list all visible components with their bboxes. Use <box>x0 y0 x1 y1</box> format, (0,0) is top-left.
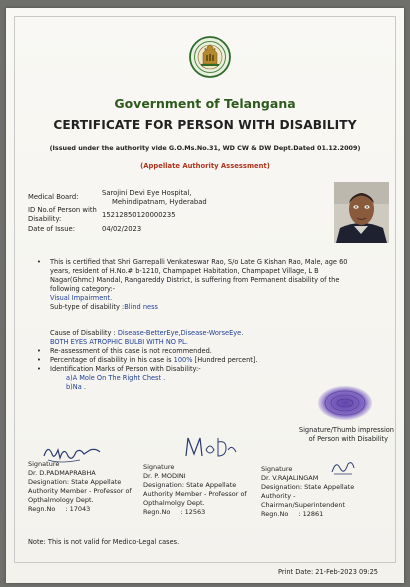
regn-value: : 17043 <box>65 504 91 513</box>
percentage-row <box>50 356 258 365</box>
signatory-designation-line3: Chairman/Superintendent <box>261 500 346 509</box>
id-label-line2: Disability: <box>28 215 62 223</box>
signatory-designation-line3: Opthalmology Dept. <box>28 495 94 504</box>
id-label-line1: ID No.of Person with <box>28 206 97 214</box>
signatory-designation-line1: Designation: State Appellate <box>28 477 122 486</box>
bullet-marker: • <box>37 258 41 266</box>
signatory-designation-line1: Designation: State Appellate <box>261 482 355 491</box>
signature-ink <box>180 432 240 464</box>
cause-value: Disease-BetterEye,Disease-WorseEye. <box>117 329 244 337</box>
signatory-name: Dr. D.PADMAPRABHA <box>28 468 96 477</box>
regn-value: : 12563 <box>180 507 206 516</box>
cause-detail: BOTH EYES ATROPHIC BULBI WITH NO PL. <box>50 338 188 346</box>
signatory-2-block <box>143 463 247 516</box>
signatory-regn <box>143 508 247 517</box>
signatory-designation-line2: Authority - <box>261 491 296 500</box>
signatory-designation-line1: Designation: State Appellate <box>143 480 237 489</box>
date-label: Date of Issue: <box>28 225 75 233</box>
medical-board-label: Medical Board: <box>28 193 79 201</box>
thumb-caption-line1: Signature/Thumb impression <box>298 426 394 434</box>
percentage-label: Percentage of disability in his case is <box>50 356 174 364</box>
assessment-type: (Appellate Authority Assessment) <box>140 162 270 170</box>
certify-line3: Nagar(Ghmc) Mandal, Rangareddy District, is suffering from Permanent disability of the <box>50 276 340 284</box>
bullet-marker: • <box>37 347 41 355</box>
regn-value: : 12861 <box>298 509 324 518</box>
certificate-paper <box>6 8 404 583</box>
date-value: 04/02/2023 <box>102 225 142 233</box>
signature-label: Signature <box>261 465 293 473</box>
reassessment-statement: Re-assessment of this case is not recommended. <box>50 347 212 355</box>
cause-label: Cause of Disability : <box>50 329 118 337</box>
identification-heading: Identification Marks of Person with Disability:- <box>50 365 201 373</box>
signatory-name: Dr. V.RAJALINGAM <box>261 473 319 482</box>
print-date: Print Date: 21-Feb-2023 09:25 <box>277 568 378 576</box>
signatory-3-block <box>261 465 354 518</box>
disability-category: Visual Impairment. <box>50 294 113 302</box>
signatory-designation-line2: Authority Member - Professor of <box>28 486 132 495</box>
subtype-row <box>50 303 158 312</box>
id-value: 15212850120000235 <box>102 211 176 219</box>
person-photo <box>334 182 389 243</box>
subtype-label: Sub-type of disability : <box>50 303 125 311</box>
bullet-marker: • <box>37 365 41 373</box>
signatory-designation-line2: Authority Member - Professor of <box>143 489 247 498</box>
regn-label: Regn.No <box>143 507 171 516</box>
regn-label: Regn.No <box>28 504 56 513</box>
certify-line2: years, resident of H.No.# b-1210, Champapet Habitation, Champapet Village, L B <box>50 267 319 275</box>
signatory-name: Dr. P. MODINI <box>143 471 186 480</box>
signatory-1-block <box>28 460 132 513</box>
thumb-caption-line2: of Person with Disability <box>308 435 388 443</box>
telangana-state-emblem-icon <box>189 36 231 78</box>
issuing-authority: (Issued under the authority vide G.O.Ms.No.31, WD CW & DW Dept.Dated 01.12.2009) <box>49 144 361 152</box>
percentage-value: 100% <box>173 356 193 364</box>
certify-line1: This is certified that Shri Garrepalli Venkateswar Rao, S/o Late G Kishan Rao, Male, age 60 <box>50 258 348 266</box>
signatory-designation-line3: Opthalmolgy Dept. <box>143 498 205 507</box>
signatory-regn <box>28 505 132 514</box>
regn-label: Regn.No <box>261 509 289 518</box>
medical-board-line1: Sarojini Devi Eye Hospital, <box>102 189 192 197</box>
percentage-words: [Hundred percent]. <box>192 356 258 364</box>
identification-mark-b: b)Na . <box>66 383 86 391</box>
validity-note: Note: This is not valid for Medico-Legal cases. <box>28 538 180 546</box>
certificate-title: CERTIFICATE FOR PERSON WITH DISABILITY <box>53 118 357 132</box>
certify-line4: following category:- <box>50 285 116 293</box>
signature-label: Signature <box>143 463 175 471</box>
signature-label: Signature <box>28 460 60 468</box>
thumb-impression <box>316 384 374 422</box>
medical-board-line2: Mehindipatnam, Hyderabad <box>112 198 207 206</box>
identification-mark-a: a)A Mole On The Right Chest . <box>66 374 166 382</box>
subtype-value: Blind ness <box>124 303 158 311</box>
signatory-regn <box>261 510 354 519</box>
government-title: Government of Telangana <box>114 96 296 111</box>
cause-row <box>50 329 243 338</box>
bullet-marker: • <box>37 356 41 364</box>
